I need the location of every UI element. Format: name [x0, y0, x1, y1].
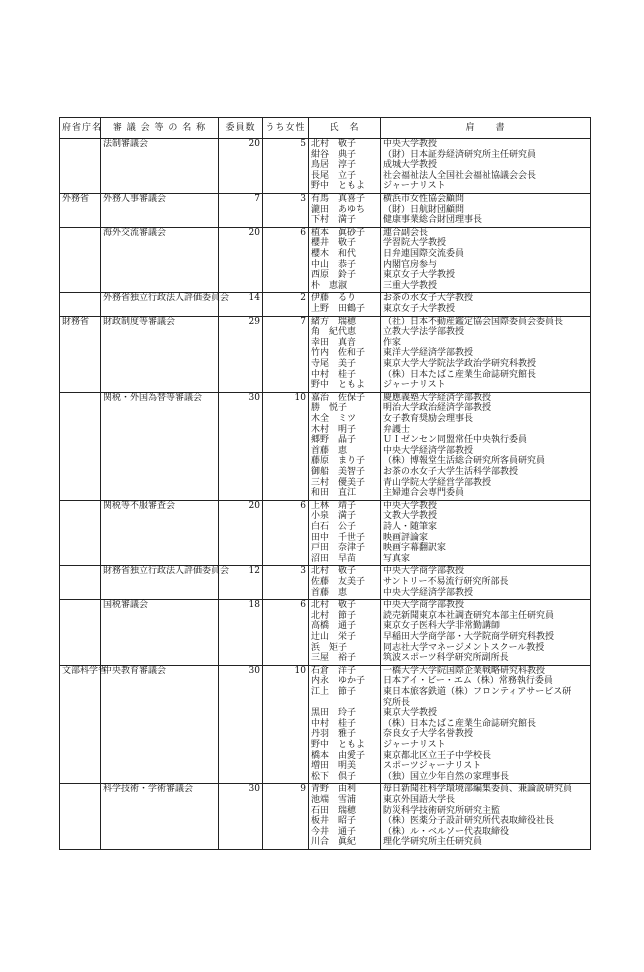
member-names-cell: [309, 600, 381, 666]
women-count-cell: 7: [263, 316, 309, 392]
member-title: 成城大学教授: [383, 160, 438, 171]
member-title: 防災科学技術研究所研究主監: [383, 805, 501, 816]
member-title: 奈良女子大学名誉教授: [383, 729, 474, 740]
member-title: （株）日本たばこ産業生命誌研究館長: [383, 718, 537, 729]
member-titles-cell: [381, 392, 591, 500]
member-title: 連合副会長: [383, 227, 429, 238]
member-titles-cell: [381, 566, 591, 600]
table-row: [60, 566, 591, 600]
women-count-cell: 10: [263, 392, 309, 500]
member-name: 野中 ともよ: [311, 739, 366, 750]
member-name: 川合 眞紀: [311, 837, 357, 848]
member-title: 中央大学教授: [383, 500, 438, 511]
member-title: 毎日新聞社科学環境部編集委員、兼論説研究員: [383, 784, 573, 795]
member-title: （社）日本不動産鑑定協会国際委員会委員長: [383, 316, 564, 327]
ministry-cell: [60, 784, 101, 850]
member-title: 中央大学商学部教授: [383, 600, 465, 611]
member-name: 上林 靖子: [311, 500, 357, 511]
member-name: 佐藤 友美子: [311, 576, 366, 587]
member-name: 伊藤 るり: [311, 293, 357, 304]
member-titles-cell: [381, 665, 591, 784]
council-members-table: [59, 117, 591, 850]
member-names-cell: [309, 316, 381, 392]
member-count-cell: 20: [219, 139, 263, 194]
member-name: 勝 悦子: [311, 403, 348, 414]
member-name: 木村 明子: [311, 424, 357, 435]
member-name: 板井 昭子: [311, 816, 357, 827]
member-name: 辻山 栄子: [311, 631, 357, 642]
member-count-cell: 18: [219, 600, 263, 666]
table-row: [60, 293, 591, 316]
council-name-cell: 科学技術・学術審議会: [101, 784, 219, 850]
member-name: 木全 ミツ: [311, 413, 357, 424]
member-name: 北村 節子: [311, 610, 357, 621]
table-row: [60, 500, 591, 566]
council-name-cell: 海外交流審議会: [101, 227, 219, 293]
women-count-cell: 3: [263, 566, 309, 600]
member-name: 三屋 裕子: [311, 653, 357, 664]
member-title: 東日本旅客鉄道（株）フロンティアサービス研: [383, 686, 572, 697]
member-name: 浜 矩子: [311, 642, 348, 653]
member-name: 中村 桂子: [311, 718, 357, 729]
table-row: [60, 139, 591, 194]
member-title: 東京大学大学院法学政治学研究科教授: [383, 358, 537, 369]
member-name: 藤原 まり子: [311, 456, 366, 467]
member-titles-cell: [381, 194, 591, 228]
member-title: 明治大学政治経済学部教授: [383, 403, 492, 414]
women-count-cell: 6: [263, 227, 309, 293]
header-row: [60, 118, 591, 139]
ministry-cell: [60, 139, 101, 194]
member-name: [311, 698, 378, 709]
council-name-cell: 国税審議会: [101, 600, 219, 666]
member-titles-cell: [381, 316, 591, 392]
member-name: 首藤 恵: [311, 587, 348, 598]
member-name: 郷野 晶子: [311, 435, 357, 446]
member-title: 女子教育奨励会理事長: [383, 413, 474, 424]
member-count-cell: 30: [219, 784, 263, 850]
member-title: 社会福祉法人全国社会福祉協議会会長: [383, 170, 537, 181]
member-name: 鳥居 淳子: [311, 160, 357, 171]
member-title: （財）日本証券経済研究所主任研究員: [383, 149, 537, 160]
member-title: （株）医薬分子設計研究所代表取締役社長: [383, 816, 555, 827]
member-name: 沼田 早苗: [311, 553, 357, 564]
council-name-cell: 関税等不服審査会: [101, 500, 219, 566]
member-name: 内永 ゆか子: [311, 676, 366, 687]
member-title: 日本アイ・ビー・エム（株）常務執行委員: [383, 676, 553, 687]
council-name-cell: 財務省独立行政法人評価委員会: [101, 566, 219, 600]
member-title: （株）日本たばこ産業生命誌研究館長: [383, 369, 537, 380]
member-title: ＵＩゼンセン同盟常任中央執行委員: [383, 435, 528, 446]
member-title: 東京女子医科大学非常勤講師: [383, 621, 501, 632]
member-name: 高橋 通子: [311, 621, 357, 632]
women-count-cell: 10: [263, 665, 309, 784]
council-name-cell: 外務省独立行政法人評価委員会: [101, 293, 219, 316]
member-name: 西原 鈴子: [311, 270, 357, 281]
member-title: 早稲田大学商学部・大学院商学研究科教授: [383, 631, 555, 642]
member-title: （株）博報堂生活総合研究所客員研究員: [383, 456, 546, 467]
member-title: 同志社大学マネージメントスクール教授: [383, 642, 545, 653]
women-count-cell: 6: [263, 500, 309, 566]
member-name: 野中 ともよ: [311, 181, 366, 192]
member-count-cell: 20: [219, 227, 263, 293]
member-count-cell: 14: [219, 293, 263, 316]
council-name-cell: 法制審議会: [101, 139, 219, 194]
member-names-cell: [309, 665, 381, 784]
member-names-cell: [309, 500, 381, 566]
member-title: 映画字幕翻訳家: [383, 543, 447, 554]
member-names-cell: [309, 784, 381, 850]
table-row: [60, 600, 591, 666]
women-count-cell: 2: [263, 293, 309, 316]
ministry-cell: 財務省: [60, 316, 101, 392]
member-name: 有馬 真喜子: [311, 194, 366, 204]
member-titles-cell: [381, 500, 591, 566]
member-title: 読売新聞東京本社調査研究本部主任研究員: [383, 610, 555, 621]
member-count-cell: 30: [219, 665, 263, 784]
ministry-cell: [60, 566, 101, 600]
member-count-cell: 7: [219, 194, 263, 228]
member-name: 丹羽 雅子: [311, 729, 357, 740]
member-title: 東京女子大学教授: [383, 303, 456, 314]
member-name: 小泉 満子: [311, 511, 357, 522]
member-name: 瀧田 あゆち: [311, 204, 366, 215]
header-name: 氏 名: [309, 118, 381, 139]
member-title: 東京女子大学教授: [383, 270, 456, 281]
member-name: 池端 雪浦: [311, 794, 357, 805]
member-count-cell: 30: [219, 392, 263, 500]
ministry-cell: 外務省: [60, 194, 101, 228]
member-name: 白石 公子: [311, 521, 357, 532]
member-title: 東洋大学経済学部教授: [383, 348, 474, 359]
member-name: 今井 通子: [311, 826, 357, 837]
member-titles-cell: [381, 784, 591, 850]
council-name-cell: 外務人事審議会: [101, 194, 219, 228]
header-title: 肩 書: [381, 118, 591, 139]
member-name: 松下 倶子: [311, 771, 357, 782]
member-names-cell: [309, 227, 381, 293]
member-name: 江上 節子: [311, 686, 357, 697]
member-names-cell: [309, 194, 381, 228]
member-title: 立教大学法学部教授: [383, 327, 465, 338]
table-row: [60, 227, 591, 293]
member-titles-cell: [381, 139, 591, 194]
member-name: 黒田 玲子: [311, 708, 357, 719]
member-name: 北村 敬子: [311, 566, 357, 577]
table-row: [60, 194, 591, 228]
council-name-cell: 財政制度等審議会: [101, 316, 219, 392]
member-name: 植本 眞砂子: [311, 227, 366, 238]
member-title: 東京大学教授: [383, 708, 438, 719]
member-title: 中央大学経済学部教授: [383, 445, 474, 456]
member-name: 紺谷 典子: [311, 149, 357, 160]
member-count-cell: 12: [219, 566, 263, 600]
member-title: ジャーナリスト: [383, 739, 446, 750]
member-count-cell: 20: [219, 500, 263, 566]
member-title: 東京外国語大学長: [383, 794, 456, 805]
member-titles-cell: [381, 293, 591, 316]
member-name: 石田 瑞穂: [311, 805, 357, 816]
member-title: （財）日航財団顧問: [383, 204, 465, 215]
member-title: 詩人・随筆家: [383, 521, 438, 532]
member-title: 弁護士: [383, 424, 411, 435]
member-name: 橋本 由愛子: [311, 750, 366, 761]
member-name: 中山 恭子: [311, 259, 357, 270]
header-member-count: 委員数: [219, 118, 263, 139]
member-names-cell: [309, 293, 381, 316]
member-name: 石倉 洋子: [311, 665, 357, 676]
member-title: 一橋大学大学院国際企業戦略研究科教授: [383, 665, 546, 676]
member-title: 作家: [383, 337, 402, 348]
member-title: 東京都北区立王子中学校長: [383, 750, 492, 761]
member-name: 櫻木 和代: [311, 248, 357, 259]
member-title: 健康事業総合財団理事長: [383, 215, 483, 226]
member-name: 櫻井 敬子: [311, 238, 357, 249]
member-title: 青山学院大学経営学部教授: [383, 477, 492, 488]
member-titles-cell: [381, 227, 591, 293]
member-name: 和田 直江: [311, 488, 357, 499]
member-title: 三重大学教授: [383, 280, 438, 291]
member-name: 下村 満子: [311, 215, 357, 226]
member-name: 角 紀代恵: [311, 327, 357, 338]
member-title: スポーツジャーナリスト: [383, 761, 482, 772]
table-row: [60, 392, 591, 500]
member-titles-cell: [381, 600, 591, 666]
member-title: 中央大学商学部教授: [383, 566, 465, 577]
member-name: 首藤 恵: [311, 445, 348, 456]
member-name: 野中 ともよ: [311, 380, 366, 391]
ministry-cell: [60, 227, 101, 293]
member-title: 筑波スポーツ科学研究所副所長: [383, 653, 509, 664]
member-title: 日弁連国際交流委員: [383, 248, 465, 259]
header-women-count: うち女性: [263, 118, 309, 139]
member-title: お茶の水女子大学生活科学部教授: [383, 466, 519, 477]
member-name: 寺尾 美子: [311, 358, 357, 369]
member-name: 御船 美智子: [311, 466, 366, 477]
member-name: 長尾 立子: [311, 170, 357, 181]
member-title: お茶の水女子大学教授: [383, 293, 474, 304]
member-name: 嘉治 佐保子: [311, 392, 366, 403]
member-name: 戸田 奈津子: [311, 543, 366, 554]
member-name: 緒方 瑞穂: [311, 316, 357, 327]
ministry-cell: [60, 392, 101, 500]
header-council-name: 審 議 会 等 の 名 称: [101, 118, 219, 139]
member-title: サントリー不易流行研究所部長: [383, 576, 509, 587]
council-name-cell: 関税・外国為替等審議会: [101, 392, 219, 500]
member-name: 上野 田鶴子: [311, 303, 366, 314]
member-name: 青野 由利: [311, 784, 357, 795]
table-row: [60, 784, 591, 850]
ministry-cell: 文部科学省: [60, 665, 101, 784]
women-count-cell: 3: [263, 194, 309, 228]
member-names-cell: [309, 566, 381, 600]
member-title: 横浜市女性協会顧問: [383, 194, 465, 204]
member-name: 朴 恵淑: [311, 280, 348, 291]
member-name: 増田 明美: [311, 761, 357, 772]
member-name: 中村 桂子: [311, 369, 357, 380]
member-title: 中央大学経済学部教授: [383, 587, 474, 598]
women-count-cell: 5: [263, 139, 309, 194]
member-title: 慶應義塾大学経済学部教授: [383, 392, 492, 403]
member-name: 三村 優美子: [311, 477, 366, 488]
member-title: 文教大学教授: [383, 511, 438, 522]
ministry-cell: [60, 600, 101, 666]
member-title: 写真家: [383, 553, 411, 564]
ministry-cell: [60, 500, 101, 566]
table-row: [60, 665, 591, 784]
member-title: ジャーナリスト: [383, 181, 446, 192]
member-title: ジャーナリスト: [383, 380, 446, 391]
member-names-cell: [309, 392, 381, 500]
member-title: （独）国立少年自然の家理事長: [383, 771, 510, 782]
member-title: 主婦連合会専門委員: [383, 488, 465, 499]
women-count-cell: 6: [263, 600, 309, 666]
council-name-cell: 中央教育審議会: [101, 665, 219, 784]
member-name: 竹内 佐和子: [311, 348, 366, 359]
member-title: 理化学研究所主任研究員: [383, 837, 483, 848]
member-title: 内閣官房参与: [383, 259, 438, 270]
table-row: [60, 316, 591, 392]
member-name: 北村 敬子: [311, 139, 357, 149]
member-count-cell: 29: [219, 316, 263, 392]
member-title: （株）ル・ベルソー代表取締役: [383, 826, 510, 837]
member-name: 田中 千世子: [311, 532, 366, 543]
member-title: 中央大学教授: [383, 139, 438, 149]
women-count-cell: 9: [263, 784, 309, 850]
ministry-cell: [60, 293, 101, 316]
member-title: 究所長: [383, 697, 411, 708]
header-ministry: 府省庁名: [60, 118, 101, 139]
member-name: 幸田 真音: [311, 337, 357, 348]
member-title: 学習院大学教授: [383, 238, 447, 249]
member-name: 北村 敬子: [311, 600, 357, 611]
member-names-cell: [309, 139, 381, 194]
member-title: 映画評論家: [383, 532, 429, 543]
